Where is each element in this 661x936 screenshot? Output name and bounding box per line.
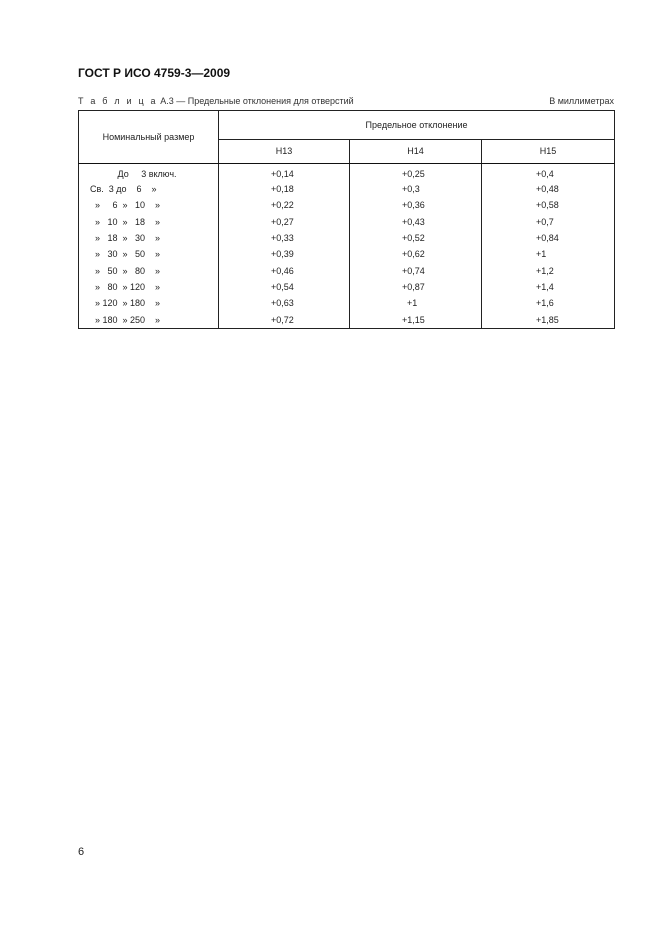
table-row — [79, 214, 615, 230]
table-row — [79, 230, 615, 246]
cell-h13: +0,18 — [219, 181, 350, 197]
cell-h14: +0,25 — [350, 164, 482, 182]
cell-h14: +0,36 — [350, 197, 482, 213]
header-limit-deviation: Предельное отклонение — [219, 111, 615, 140]
header-class-h14: H14 — [350, 139, 482, 163]
cell-size: Св. 3 до 6 » — [79, 181, 219, 197]
cell-h14: +1 — [350, 295, 482, 311]
cell-h15: +1,85 — [482, 311, 615, 328]
table-row — [79, 197, 615, 213]
cell-h13: +0,14 — [219, 164, 350, 182]
cell-size: » 120 » 180 » — [79, 295, 219, 311]
cell-h13: +0,54 — [219, 279, 350, 295]
cell-h13: +0,33 — [219, 230, 350, 246]
cell-h13: +0,27 — [219, 214, 350, 230]
cell-h14: +1,15 — [350, 311, 482, 328]
cell-h14: +0,43 — [350, 214, 482, 230]
table-row — [79, 311, 615, 328]
cell-h14: +0,3 — [350, 181, 482, 197]
cell-h15: +1,2 — [482, 262, 615, 278]
caption-left — [78, 96, 354, 106]
cell-h15: +0,7 — [482, 214, 615, 230]
table-row — [79, 262, 615, 278]
cell-size: » 30 » 50 » — [79, 246, 219, 262]
table-caption — [78, 96, 614, 110]
cell-h13: +0,72 — [219, 311, 350, 328]
cell-h14: +0,87 — [350, 279, 482, 295]
cell-size: » 50 » 80 » — [79, 262, 219, 278]
table-row — [79, 295, 615, 311]
cell-size: » 180 » 250 » — [79, 311, 219, 328]
cell-h15: +0,58 — [482, 197, 615, 213]
caption-text: А.3 — Предельные отклонения для отверстий — [160, 96, 354, 106]
header-nominal-size: Номинальный размер — [79, 111, 219, 164]
caption-units: В миллиметрах — [549, 96, 614, 106]
cell-h15: +0,48 — [482, 181, 615, 197]
caption-label: Т а б л и ц а — [78, 96, 158, 106]
document-header: ГОСТ Р ИСО 4759-3—2009 — [78, 66, 231, 80]
table-row — [79, 246, 615, 262]
cell-h15: +0,84 — [482, 230, 615, 246]
cell-h15: +1 — [482, 246, 615, 262]
cell-h13: +0,63 — [219, 295, 350, 311]
cell-h15: +1,6 — [482, 295, 615, 311]
cell-h15: +1,4 — [482, 279, 615, 295]
cell-h14: +0,62 — [350, 246, 482, 262]
header-class-h13: H13 — [219, 139, 350, 163]
cell-size: » 18 » 30 » — [79, 230, 219, 246]
cell-size: До 3 включ. — [79, 164, 219, 182]
table-row — [79, 164, 615, 182]
cell-h14: +0,52 — [350, 230, 482, 246]
page-number: 6 — [78, 846, 85, 858]
table-row — [79, 181, 615, 197]
cell-size: » 80 » 120 » — [79, 279, 219, 295]
header-class-h15: H15 — [482, 139, 615, 163]
cell-h14: +0,74 — [350, 262, 482, 278]
cell-h13: +0,46 — [219, 262, 350, 278]
cell-h13: +0,39 — [219, 246, 350, 262]
cell-size: » 10 » 18 » — [79, 214, 219, 230]
cell-h13: +0,22 — [219, 197, 350, 213]
table-row — [79, 279, 615, 295]
tolerance-table — [78, 110, 615, 329]
cell-h15: +0,4 — [482, 164, 615, 182]
cell-size: » 6 » 10 » — [79, 197, 219, 213]
